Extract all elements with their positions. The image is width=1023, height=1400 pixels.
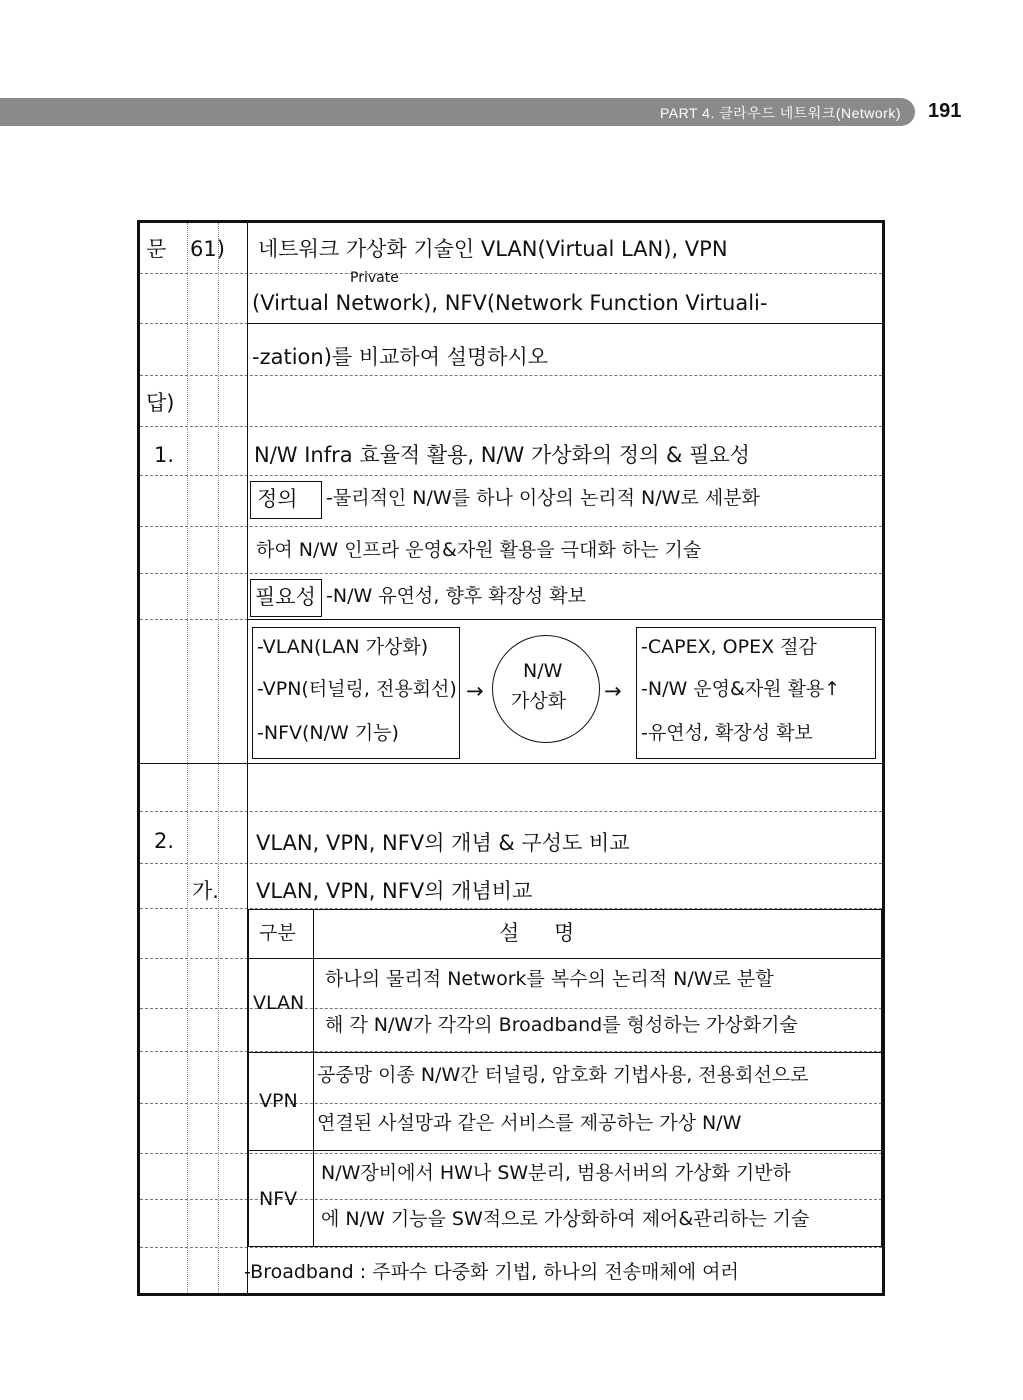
question-marker: 문 [146,237,167,261]
table-row-text: 에 N/W 기능을 SW적으로 가상화하여 제어&관리하는 기술 [321,1208,810,1230]
diagram-right-item: -N/W 운영&자원 활용↑ [641,678,841,700]
table-row-text: N/W장비에서 HW나 SW분리, 범용서버의 가상화 기반하 [321,1162,791,1184]
diagram-left-item: -VLAN(LAN 가상화) [257,636,429,658]
definition-label: 정의 [257,487,298,511]
table-row-label: VPN [259,1090,298,1112]
definition-label-box [250,481,322,519]
arrow-right-icon: → [604,679,622,703]
section1-title: N/W Infra 효율적 활용, N/W 가상화의 정의 & 필요성 [254,443,750,467]
answer-sheet [137,220,885,1296]
page-number: 191 [928,100,962,122]
definition-line-1: -물리적인 N/W를 하나 이상의 논리적 N/W로 세분화 [326,487,760,509]
need-label-box [250,579,322,617]
question-annotation: Private [350,270,399,286]
table-header-category: 구분 [259,922,296,944]
table-row-label: NFV [259,1188,298,1210]
diagram-left-box [252,627,460,759]
circle-line-1: N/W [523,660,563,682]
virtualization-circle [492,635,600,743]
answer-marker: 답) [146,391,175,415]
arrow-right-icon: → [466,679,484,703]
diagram-left-item: -NFV(N/W 기능) [257,722,399,744]
section-title: PART 4. 클라우드 네트워크(Network) [660,105,901,121]
definition-line-2: 하여 N/W 인프라 운영&자원 활용을 극대화 하는 기술 [256,539,702,561]
question-line-3: -zation)를 비교하여 설명하시오 [252,345,549,369]
question-number: 61) [190,237,225,261]
section2-title: VLAN, VPN, NFV의 개념 & 구성도 비교 [256,831,630,855]
need-label: 필요성 [255,585,316,609]
table-header-description: 설 명 [499,921,589,945]
section2-sub-number: 가. [192,879,219,903]
concept-table [248,909,882,1247]
diagram-right-box [636,627,876,759]
table-row-text: 하나의 물리적 Network를 복수의 논리적 N/W로 분할 [325,968,774,990]
table-row-text: 해 각 N/W가 각각의 Broadband를 형성하는 가상화기술 [325,1014,798,1036]
table-row-text: 연결된 사설망과 같은 서비스를 제공하는 가상 N/W [317,1112,742,1134]
section2-number: 2. [154,829,175,853]
question-line-1: 네트워크 가상화 기술인 VLAN(Virtual LAN), VPN [258,237,728,261]
circle-line-2: 가상화 [511,690,567,712]
diagram-left-item: -VPN(터널링, 전용회선) [257,678,457,700]
need-text: -N/W 유연성, 향후 확장성 확보 [326,585,586,607]
diagram-right-item: -유연성, 확장성 확보 [641,722,813,744]
question-line-2: (Virtual Network), NFV(Network Function Virtuali- [252,291,768,315]
table-row-text: 공중망 이종 N/W간 터널링, 암호화 기법사용, 전용회선으로 [317,1064,809,1086]
diagram-right-item: -CAPEX, OPEX 절감 [641,636,817,658]
table-row-label: VLAN [253,992,305,1014]
header-bar [0,98,915,126]
footnote: -Broadband : 주파수 다중화 기법, 하나의 전송매체에 여러 [244,1261,739,1283]
section1-number: 1. [154,443,175,467]
section2-sub-title: VLAN, VPN, NFV의 개념비교 [256,879,533,903]
